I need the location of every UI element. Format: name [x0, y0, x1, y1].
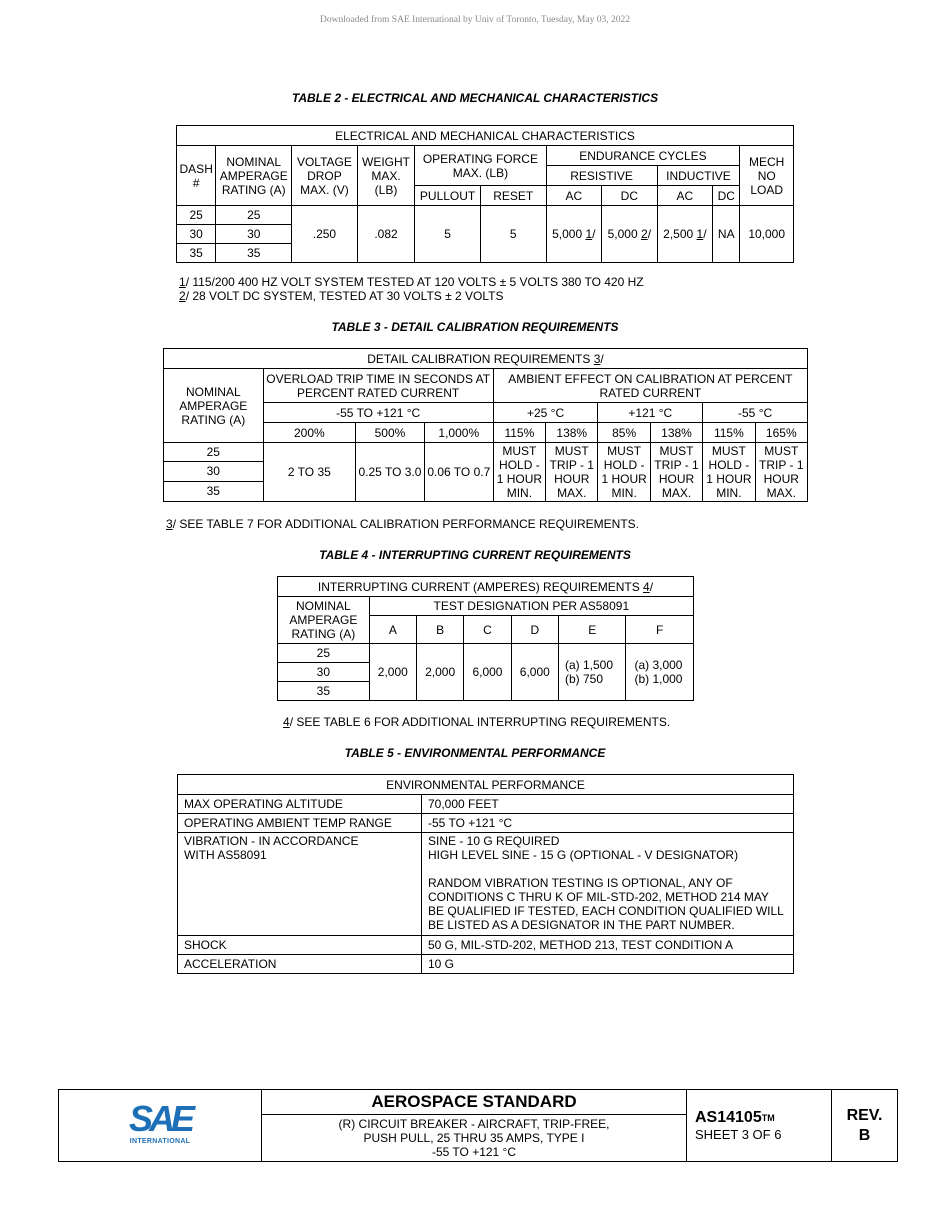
ambient-temp-121: +121 °C [598, 403, 703, 423]
ambient-temp-minus-55: -55 °C [703, 403, 808, 423]
col-reset: RESET [480, 186, 546, 206]
col-nominal-amperage: NOMINAL AMPERAGE RATING (A) [216, 146, 292, 206]
value-a: 2,000 [369, 644, 416, 701]
table-2-note-2: 2/ 28 VOLT DC SYSTEM, TESTED AT 30 VOLTS ± 2 VOLTS [179, 289, 504, 303]
download-watermark: Downloaded from SAE International by Univ of Toronto, Tuesday, May 03, 2022 [320, 15, 630, 25]
table-4-note: 4/ SEE TABLE 6 FOR ADDITIONAL INTERRUPTING REQUIREMENTS. [283, 715, 671, 729]
col-endurance-cycles: ENDURANCE CYCLES [546, 146, 740, 166]
table-2-title: TABLE 2 - ELECTRICAL AND MECHANICAL CHARACTERISTICS [291, 91, 659, 105]
sheet-number: SHEET 3 OF 6 [695, 1126, 782, 1142]
trip-1000-value: 0.06 TO 0.7 [424, 443, 493, 502]
designation-cell: A [369, 616, 416, 644]
ambient-cell: MUST TRIP - 1 HOUR MAX. [755, 443, 807, 502]
nominal-cell: 25 [216, 206, 292, 225]
shock-label: SHOCK [178, 936, 422, 955]
acceleration-value: 10 G [422, 955, 794, 974]
inductive-ac-value: 2,500 1/ [657, 206, 713, 263]
table-2-note-1: 1/ 115/200 400 HZ VOLT SYSTEM TESTED AT 120 VOLTS ± 5 VOLTS 380 TO 420 HZ [179, 275, 644, 289]
pct-cell: 1,000% [424, 423, 493, 443]
weight-value: .082 [357, 206, 415, 263]
designation-cell: F [626, 616, 694, 644]
part-description: (R) CIRCUIT BREAKER - AIRCRAFT, TRIP-FREE, PUSH PULL, 25 THRU 35 AMPS, TYPE I -55 TO +121 °C [262, 1115, 687, 1162]
table-2 [176, 125, 794, 263]
col-test-designation: TEST DESIGNATION PER AS58091 [369, 597, 693, 616]
pct-cell: 500% [356, 423, 425, 443]
mech-value: 10,000 [740, 206, 794, 263]
ambient-temp-25: +25 °C [493, 403, 598, 423]
shock-value: 50 G, MIL-STD-202, METHOD 213, TEST CONDITION A [422, 936, 794, 955]
col-resistive-dc: DC [602, 186, 658, 206]
voltage-drop-value: .250 [292, 206, 358, 263]
value-d: 6,000 [511, 644, 558, 701]
ambient-cell: MUST TRIP - 1 HOUR MAX. [650, 443, 702, 502]
col-inductive: INDUCTIVE [657, 166, 740, 186]
col-ambient-effect: AMBIENT EFFECT ON CALIBRATION AT PERCENT RATED CURRENT [493, 369, 807, 403]
pullout-value: 5 [415, 206, 481, 263]
doc-number-block [687, 1090, 832, 1162]
table-4-header: INTERRUPTING CURRENT (AMPERES) REQUIREMENTS 4/ [278, 577, 694, 597]
temp-value: -55 TO +121 °C [422, 814, 794, 833]
inductive-dc-value: NA [713, 206, 740, 263]
trademark: TM [761, 1112, 775, 1123]
value-e: (a) 1,500 (b) 750 [558, 644, 625, 701]
designation-cell: C [464, 616, 511, 644]
table-2-header: ELECTRICAL AND MECHANICAL CHARACTERISTICS [177, 126, 794, 146]
acceleration-label: ACCELERATION [178, 955, 422, 974]
altitude-value: 70,000 FEET [422, 795, 794, 814]
revision-block: REV. B [832, 1090, 898, 1162]
table-row [178, 814, 794, 833]
pct-cell: 200% [263, 423, 355, 443]
table-row [164, 443, 808, 462]
table-3 [163, 348, 808, 502]
sae-logo: SAE INTERNATIONAL [59, 1090, 262, 1162]
pct-cell: 138% [546, 423, 598, 443]
overload-temp-range: -55 TO +121 °C [263, 403, 493, 423]
ambient-cell: MUST HOLD - 1 HOUR MIN. [703, 443, 755, 502]
altitude-label: MAX OPERATING ALTITUDE [178, 795, 422, 814]
value-b: 2,000 [416, 644, 463, 701]
trip-200-value: 2 TO 35 [263, 443, 355, 502]
pct-cell: 85% [598, 423, 650, 443]
col-inductive-dc: DC [713, 186, 740, 206]
dash-cell: 25 [177, 206, 216, 225]
table-row [178, 833, 794, 936]
table-row [178, 936, 794, 955]
ambient-cell: MUST TRIP - 1 HOUR MAX. [546, 443, 598, 502]
trip-500-value: 0.25 TO 3.0 [356, 443, 425, 502]
pct-cell: 138% [650, 423, 702, 443]
col-dash: DASH # [177, 146, 216, 206]
table-row [177, 206, 794, 225]
table-row [178, 795, 794, 814]
col-weight: WEIGHT MAX. (LB) [357, 146, 415, 206]
table-3-title: TABLE 3 - DETAIL CALIBRATION REQUIREMENTS [331, 320, 619, 334]
table-5 [177, 774, 794, 974]
col-voltage-drop: VOLTAGE DROP MAX. (V) [292, 146, 358, 206]
table-3-note: 3/ SEE TABLE 7 FOR ADDITIONAL CALIBRATION PERFORMANCE REQUIREMENTS. [166, 517, 639, 531]
designation-cell: D [511, 616, 558, 644]
col-pullout: PULLOUT [415, 186, 481, 206]
designation-cell: E [558, 616, 625, 644]
table-5-title: TABLE 5 - ENVIRONMENTAL PERFORMANCE [344, 746, 606, 760]
dash-cell: 30 [177, 225, 216, 244]
designation-cell: B [416, 616, 463, 644]
col-inductive-ac: AC [657, 186, 713, 206]
nominal-cell: 25 [164, 443, 264, 462]
value-c: 6,000 [464, 644, 511, 701]
pct-cell: 165% [755, 423, 807, 443]
nominal-cell: 30 [216, 225, 292, 244]
table-4-title: TABLE 4 - INTERRUPTING CURRENT REQUIREMENTS [319, 548, 631, 562]
pct-cell: 115% [493, 423, 545, 443]
nominal-cell: 35 [164, 481, 264, 501]
reset-value: 5 [480, 206, 546, 263]
nominal-cell: 30 [164, 462, 264, 481]
table-5-header: ENVIRONMENTAL PERFORMANCE [178, 775, 794, 795]
nominal-cell: 35 [278, 682, 370, 701]
vibration-label: VIBRATION - IN ACCORDANCE WITH AS58091 [178, 833, 422, 936]
dash-cell: 35 [177, 244, 216, 263]
col-nominal-amperage: NOMINAL AMPERAGE RATING (A) [164, 369, 264, 443]
table-3-header: DETAIL CALIBRATION REQUIREMENTS 3/ [164, 349, 808, 369]
col-operating-force: OPERATING FORCE MAX. (LB) [415, 146, 546, 186]
table-4 [277, 576, 694, 701]
col-resistive: RESISTIVE [546, 166, 657, 186]
value-f: (a) 3,000 (b) 1,000 [626, 644, 694, 701]
temp-label: OPERATING AMBIENT TEMP RANGE [178, 814, 422, 833]
resistive-ac-value: 5,000 1/ [546, 206, 602, 263]
col-resistive-ac: AC [546, 186, 602, 206]
col-overload-trip: OVERLOAD TRIP TIME IN SECONDS AT PERCENT RATED CURRENT [263, 369, 493, 403]
col-mech-no-load: MECH NO LOAD [740, 146, 794, 206]
ambient-cell: MUST HOLD - 1 HOUR MIN. [493, 443, 545, 502]
resistive-dc-value: 5,000 2/ [602, 206, 658, 263]
pct-cell: 115% [703, 423, 755, 443]
standard-title: AEROSPACE STANDARD [262, 1090, 687, 1115]
doc-number: AS14105 [695, 1108, 762, 1126]
nominal-cell: 25 [278, 644, 370, 663]
table-row [178, 955, 794, 974]
col-nominal-amperage: NOMINAL AMPERAGE RATING (A) [278, 597, 370, 644]
footer-title-block [58, 1089, 898, 1162]
vibration-value: SINE - 10 G REQUIRED HIGH LEVEL SINE - 15 G (OPTIONAL - V DESIGNATOR) RANDOM VIBRATION TESTING IS OPTIONAL, ANY OF CONDITIONS C THRU K OF MIL-STD-202, METHOD 214 MAY BE QUALIFIED IF TESTED, EACH CONDITION QUALIFIED WILL BE LISTED AS A DESIGNATOR IN THE PART NUMBER. [422, 833, 794, 936]
nominal-cell: 35 [216, 244, 292, 263]
nominal-cell: 30 [278, 663, 370, 682]
ambient-cell: MUST HOLD - 1 HOUR MIN. [598, 443, 650, 502]
table-row [278, 644, 694, 663]
